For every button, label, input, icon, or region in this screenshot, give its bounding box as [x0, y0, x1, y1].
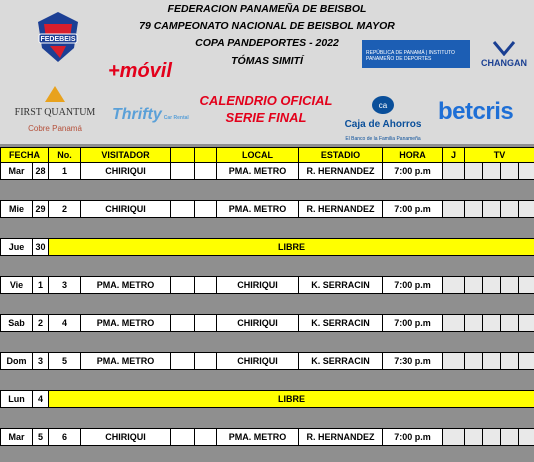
tv-cell: [501, 429, 519, 446]
local-cell: PMA. METRO: [217, 163, 299, 180]
spacer-cell: [1, 294, 33, 315]
spacer-cell: [465, 294, 483, 315]
spacer-cell: [195, 218, 217, 239]
table-spacer-row: [1, 408, 534, 429]
day-cell: Mie: [1, 201, 33, 218]
stadium-cell: R. HERNANDEZ: [299, 429, 383, 446]
date-cell: 5: [33, 429, 49, 446]
spacer-cell: [49, 294, 81, 315]
first-quantum-logo: [14, 86, 96, 133]
spacer-cell: [383, 408, 443, 429]
spacer-cell: [501, 180, 519, 201]
spacer-cell: [383, 294, 443, 315]
stadium-cell: K. SERRACIN: [299, 315, 383, 332]
spacer-cell: [299, 294, 383, 315]
table-spacer-row: [1, 180, 534, 201]
spacer-cell: [299, 256, 383, 277]
spacer-cell: [1, 180, 33, 201]
spacer-cell: [195, 294, 217, 315]
spacer-cell: [49, 218, 81, 239]
spacer-cell: [501, 256, 519, 277]
tv-cell: [483, 429, 501, 446]
blank-cell: [195, 353, 217, 370]
tv-cell: [483, 353, 501, 370]
blank-cell: [195, 163, 217, 180]
caja-ahorros-logo: [340, 96, 426, 142]
date-cell: 28: [33, 163, 49, 180]
table-row-libre: [1, 239, 534, 256]
spacer-cell: [299, 332, 383, 353]
spacer-cell: [519, 408, 534, 429]
table-row: [1, 353, 534, 370]
spacer-cell: [483, 256, 501, 277]
spacer-cell: [501, 294, 519, 315]
spacer-cell: [33, 294, 49, 315]
blank-cell: [195, 277, 217, 294]
j-cell: [443, 315, 465, 332]
stadium-cell: R. HERNANDEZ: [299, 163, 383, 180]
spacer-cell: [299, 180, 383, 201]
spacer-cell: [483, 180, 501, 201]
header-tv: TV: [465, 148, 534, 163]
spacer-cell: [483, 370, 501, 391]
calendario-title: CALENDRIO OFICIAL: [199, 93, 333, 108]
date-cell: 4: [33, 391, 49, 408]
game-no-cell: 6: [49, 429, 81, 446]
time-cell: 7:30 p.m: [383, 353, 443, 370]
time-cell: 7:00 p.m: [383, 277, 443, 294]
first-quantum-icon: [45, 86, 65, 102]
spacer-cell: [443, 218, 465, 239]
spacer-cell: [195, 370, 217, 391]
spacer-cell: [443, 256, 465, 277]
table-row: [1, 163, 534, 180]
spacer-cell: [33, 370, 49, 391]
spacer-cell: [195, 180, 217, 201]
spacer-cell: [465, 370, 483, 391]
changan-name: CHANGAN: [481, 58, 527, 68]
header-j: J: [443, 148, 465, 163]
table-header-row: [1, 148, 534, 163]
header-visitador: VISITADOR: [81, 148, 171, 163]
local-cell: CHIRIQUI: [217, 277, 299, 294]
day-cell: Mar: [1, 163, 33, 180]
stadium-cell: K. SERRACIN: [299, 277, 383, 294]
spacer-cell: [49, 332, 81, 353]
movil-logo: +móvil: [108, 60, 172, 82]
visitor-cell: CHIRIQUI: [81, 163, 171, 180]
local-cell: PMA. METRO: [217, 429, 299, 446]
serie-title: SERIE FINAL: [225, 110, 307, 125]
table-row-libre: [1, 391, 534, 408]
fedebeis-text: FEDEBEIS: [40, 36, 76, 43]
spacer-cell: [519, 332, 534, 353]
day-cell: Sab: [1, 315, 33, 332]
tv-cell: [465, 353, 483, 370]
spacer-cell: [483, 332, 501, 353]
game-no-cell: 3: [49, 277, 81, 294]
spacer-cell: [501, 218, 519, 239]
spacer-cell: [519, 294, 534, 315]
spacer-cell: [519, 180, 534, 201]
spacer-cell: [49, 256, 81, 277]
spacer-cell: [217, 218, 299, 239]
spacer-cell: [171, 256, 195, 277]
tv-cell: [501, 277, 519, 294]
stadium-cell: R. HERNANDEZ: [299, 201, 383, 218]
spacer-cell: [81, 408, 171, 429]
time-cell: 7:00 p.m: [383, 429, 443, 446]
spacer-cell: [443, 180, 465, 201]
spacer-cell: [443, 370, 465, 391]
spacer-cell: [33, 218, 49, 239]
panama-gov-text: REPÚBLICA DE PANAMÁ | INSTITUTO PANAMEÑO DE DEPORTES: [366, 50, 455, 62]
header-blank-2: [195, 148, 217, 163]
changan-logo: [478, 40, 530, 68]
table-spacer-row: [1, 218, 534, 239]
header-no: No.: [49, 148, 81, 163]
tv-cell: [483, 201, 501, 218]
tv-cell: [501, 163, 519, 180]
day-cell: Dom: [1, 353, 33, 370]
blank-cell: [195, 201, 217, 218]
spacer-cell: [81, 294, 171, 315]
blank-cell: [171, 315, 195, 332]
libre-cell: LIBRE: [49, 391, 534, 408]
visitor-cell: CHIRIQUI: [81, 201, 171, 218]
j-cell: [443, 429, 465, 446]
table-row: [1, 277, 534, 294]
spacer-cell: [217, 408, 299, 429]
tv-cell: [519, 277, 534, 294]
schedule-table: [0, 147, 534, 446]
tv-cell: [465, 315, 483, 332]
spacer-cell: [299, 370, 383, 391]
header-local: LOCAL: [217, 148, 299, 163]
first-quantum-name: FIRST QUANTUM: [14, 107, 96, 118]
table-spacer-row: [1, 332, 534, 353]
spacer-cell: [33, 332, 49, 353]
blank-cell: [171, 277, 195, 294]
spacer-cell: [171, 294, 195, 315]
spacer-cell: [81, 256, 171, 277]
game-no-cell: 2: [49, 201, 81, 218]
spacer-cell: [49, 180, 81, 201]
spacer-cell: [81, 370, 171, 391]
spacer-cell: [465, 180, 483, 201]
date-cell: 30: [33, 239, 49, 256]
spacer-cell: [501, 408, 519, 429]
spacer-cell: [217, 294, 299, 315]
blank-cell: [195, 315, 217, 332]
header-line-4: TÓMAS SIMITÍ: [231, 55, 303, 67]
spacer-cell: [1, 332, 33, 353]
spacer-cell: [217, 180, 299, 201]
caja-name: Caja de Ahorros: [344, 119, 422, 130]
tv-cell: [519, 353, 534, 370]
stadium-cell: K. SERRACIN: [299, 353, 383, 370]
table-spacer-row: [1, 294, 534, 315]
spacer-cell: [217, 256, 299, 277]
game-no-cell: 1: [49, 163, 81, 180]
tv-cell: [483, 315, 501, 332]
thrifty-sub: Car Rental: [163, 115, 189, 121]
spacer-cell: [483, 294, 501, 315]
spacer-cell: [1, 408, 33, 429]
spacer-cell: [299, 408, 383, 429]
local-cell: CHIRIQUI: [217, 315, 299, 332]
j-cell: [443, 277, 465, 294]
first-quantum-sub: Cobre Panamá: [28, 124, 82, 133]
tv-cell: [465, 201, 483, 218]
spacer-cell: [195, 408, 217, 429]
visitor-cell: PMA. METRO: [81, 315, 171, 332]
spacer-cell: [171, 332, 195, 353]
spacer-cell: [81, 218, 171, 239]
j-cell: [443, 353, 465, 370]
svg-text:ca: ca: [378, 101, 388, 110]
spacer-cell: [465, 408, 483, 429]
game-no-cell: 4: [49, 315, 81, 332]
spacer-cell: [519, 256, 534, 277]
table-row: [1, 201, 534, 218]
spacer-cell: [49, 408, 81, 429]
spacer-cell: [217, 332, 299, 353]
spacer-cell: [383, 256, 443, 277]
spacer-cell: [519, 370, 534, 391]
visitor-cell: PMA. METRO: [81, 353, 171, 370]
spacer-cell: [483, 218, 501, 239]
spacer-cell: [383, 332, 443, 353]
spacer-cell: [33, 180, 49, 201]
blank-cell: [171, 429, 195, 446]
tv-cell: [465, 429, 483, 446]
day-cell: Jue: [1, 239, 33, 256]
table-row: [1, 315, 534, 332]
date-cell: 3: [33, 353, 49, 370]
day-cell: Mar: [1, 429, 33, 446]
header-hora: HORA: [383, 148, 443, 163]
spacer-cell: [465, 332, 483, 353]
tv-cell: [483, 277, 501, 294]
caja-icon: [372, 96, 394, 114]
changan-icon: [492, 40, 516, 56]
tv-cell: [501, 353, 519, 370]
spacer-cell: [1, 256, 33, 277]
spacer-cell: [171, 180, 195, 201]
header-line-1: FEDERACION PANAMEÑA DE BEISBOL: [167, 3, 367, 15]
spacer-cell: [195, 332, 217, 353]
table-row: [1, 429, 534, 446]
time-cell: 7:00 p.m: [383, 315, 443, 332]
spacer-cell: [33, 408, 49, 429]
spacer-cell: [299, 218, 383, 239]
spacer-cell: [1, 218, 33, 239]
blank-cell: [195, 429, 217, 446]
spacer-cell: [465, 218, 483, 239]
spacer-cell: [171, 370, 195, 391]
spacer-cell: [383, 218, 443, 239]
header-blank-1: [171, 148, 195, 163]
tv-cell: [519, 429, 534, 446]
tv-cell: [519, 201, 534, 218]
spacer-cell: [33, 256, 49, 277]
tv-cell: [519, 315, 534, 332]
blank-cell: [171, 163, 195, 180]
day-cell: Vie: [1, 277, 33, 294]
local-cell: PMA. METRO: [217, 201, 299, 218]
tv-cell: [519, 163, 534, 180]
tv-cell: [465, 277, 483, 294]
spacer-cell: [501, 370, 519, 391]
tv-cell: [501, 201, 519, 218]
spacer-cell: [383, 370, 443, 391]
spacer-cell: [195, 256, 217, 277]
j-cell: [443, 201, 465, 218]
betcris-logo: betcris: [438, 98, 514, 125]
spacer-cell: [501, 332, 519, 353]
spacer-cell: [81, 332, 171, 353]
tv-cell: [465, 163, 483, 180]
visitor-cell: CHIRIQUI: [81, 429, 171, 446]
spacer-cell: [49, 370, 81, 391]
blank-cell: [171, 353, 195, 370]
spacer-cell: [483, 408, 501, 429]
time-cell: 7:00 p.m: [383, 201, 443, 218]
spacer-cell: [443, 408, 465, 429]
date-cell: 1: [33, 277, 49, 294]
thrifty-name: Thrifty: [112, 106, 162, 123]
panama-gov-logo: [362, 40, 470, 68]
tv-cell: [483, 163, 501, 180]
header-line-2: 79 CAMPEONATO NACIONAL DE BEISBOL MAYOR: [139, 20, 395, 32]
blank-cell: [171, 201, 195, 218]
spacer-cell: [383, 180, 443, 201]
header-line-3: COPA PANDEPORTES - 2022: [195, 37, 339, 49]
table-spacer-row: [1, 370, 534, 391]
spacer-cell: [465, 256, 483, 277]
game-no-cell: 5: [49, 353, 81, 370]
spacer-cell: [519, 218, 534, 239]
tv-cell: [501, 315, 519, 332]
spacer-cell: [217, 370, 299, 391]
spacer-cell: [171, 218, 195, 239]
time-cell: 7:00 p.m: [383, 163, 443, 180]
j-cell: [443, 163, 465, 180]
libre-cell: LIBRE: [49, 239, 534, 256]
spacer-cell: [1, 370, 33, 391]
header-fecha: FECHA: [1, 148, 49, 163]
date-cell: 29: [33, 201, 49, 218]
visitor-cell: PMA. METRO: [81, 277, 171, 294]
day-cell: Lun: [1, 391, 33, 408]
caja-sub: El Banco de la Familia Panameña: [345, 136, 421, 142]
spacer-cell: [81, 180, 171, 201]
spacer-cell: [171, 408, 195, 429]
header-banner: [0, 0, 534, 144]
date-cell: 2: [33, 315, 49, 332]
local-cell: CHIRIQUI: [217, 353, 299, 370]
spacer-cell: [443, 294, 465, 315]
header-estadio: ESTADIO: [299, 148, 383, 163]
table-spacer-row: [1, 256, 534, 277]
spacer-cell: [443, 332, 465, 353]
